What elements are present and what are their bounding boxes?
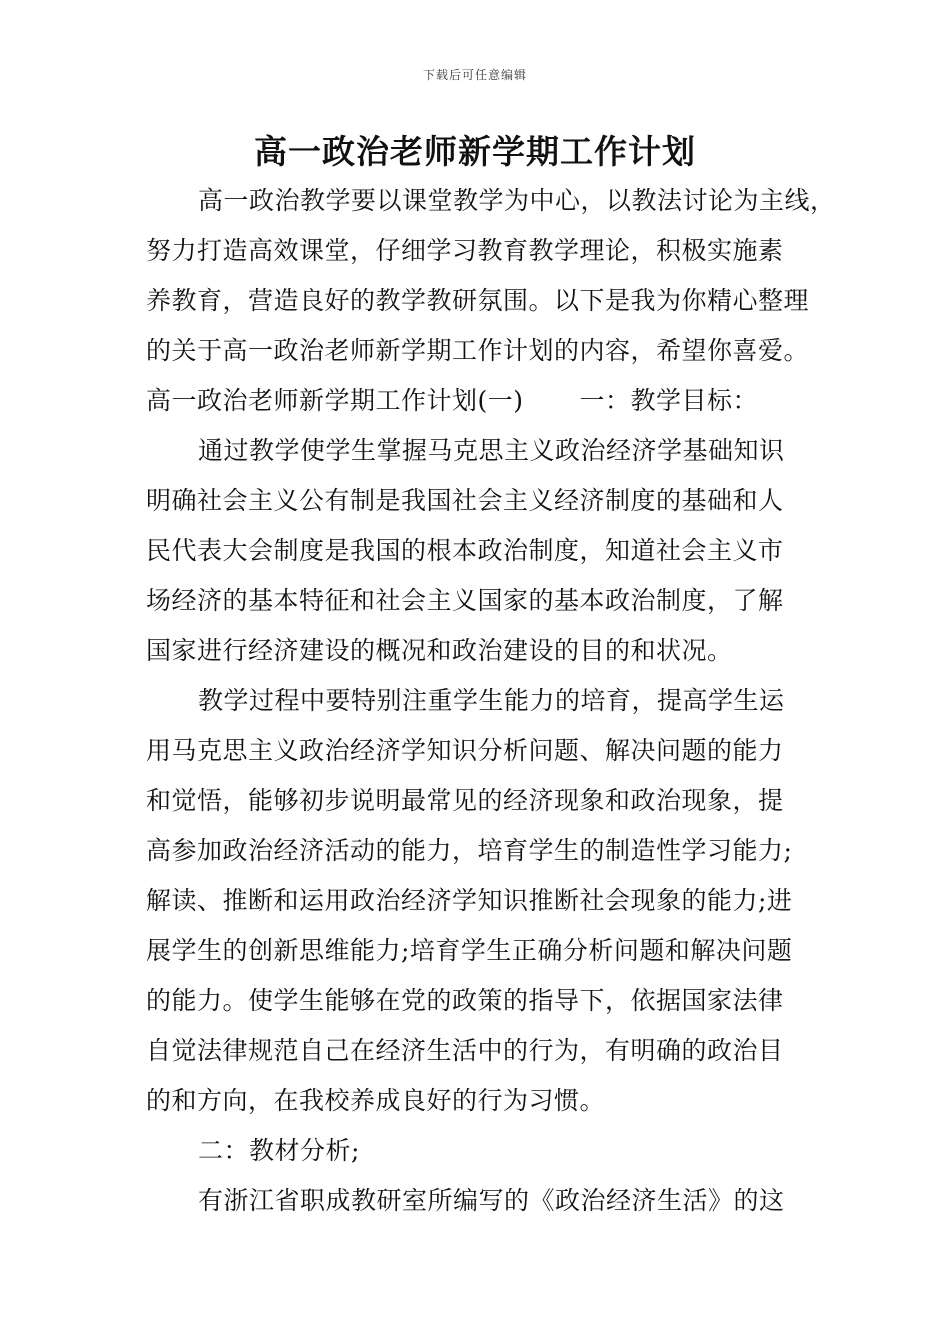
- paragraph-line: 高参加政治经济活动的能力，培育学生的制造性学习能力;: [146, 836, 793, 865]
- paragraph-line: 通过教学使学生掌握马克思主义政治经济学基础知识: [198, 436, 785, 465]
- paragraph-line: 高一政治教学要以课堂教学为中心，以教法讨论为主线，: [198, 186, 836, 215]
- document-title: 高一政治老师新学期工作计划: [254, 132, 696, 171]
- paragraph-line: 的能力。使学生能够在党的政策的指导下，依据国家法律: [146, 986, 784, 1015]
- paragraph-line: 民代表大会制度是我国的根本政治制度，知道社会主义市: [146, 536, 784, 565]
- paragraph-line: 有浙江省职成教研室所编写的《政治经济生活》的这: [198, 1186, 785, 1215]
- paragraph-line: 努力打造高效课堂，仔细学习教育教学理论，积极实施素: [146, 236, 784, 265]
- paragraph-line: 的和方向，在我校养成良好的行为习惯。: [146, 1086, 606, 1115]
- paragraph-line: 解读、推断和运用政治经济学知识推断社会现象的能力;进: [146, 886, 793, 915]
- paragraph-line: 国家进行经济建设的概况和政治建设的目的和状况。: [146, 636, 733, 665]
- section-heading-line: [146, 376, 816, 426]
- paragraph-line: 养教育，营造良好的教学教研氛围。以下是我为你精心整理: [146, 286, 810, 315]
- paragraph-line: 自觉法律规范自己在经济生活中的行为，有明确的政治目: [146, 1036, 784, 1065]
- subsection-heading: 二：教材分析;: [198, 1136, 360, 1165]
- paragraph-line: 展学生的创新思维能力;培育学生正确分析问题和解决问题: [146, 936, 793, 965]
- paragraph-line: 明确社会主义公有制是我国社会主义经济制度的基础和人: [146, 486, 784, 515]
- subsection-heading: 一：教学目标：: [579, 386, 759, 415]
- section-heading: 高一政治老师新学期工作计划(一): [146, 386, 524, 415]
- paragraph-line: 场经济的基本特征和社会主义国家的基本政治制度，了解: [146, 586, 784, 615]
- paragraph-line: 用马克思主义政治经济学知识分析问题、解决问题的能力: [146, 736, 784, 765]
- paragraph-line: 教学过程中要特别注重学生能力的培育，提高学生运: [198, 686, 785, 715]
- paragraph-line: 和觉悟，能够初步说明最常见的经济现象和政治现象，提: [146, 786, 784, 815]
- paragraph-line: 的关于高一政治老师新学期工作计划的内容，希望你喜爱。: [146, 336, 810, 365]
- header-note: 下载后可任意编辑: [422, 68, 527, 82]
- document-body: [146, 176, 836, 1226]
